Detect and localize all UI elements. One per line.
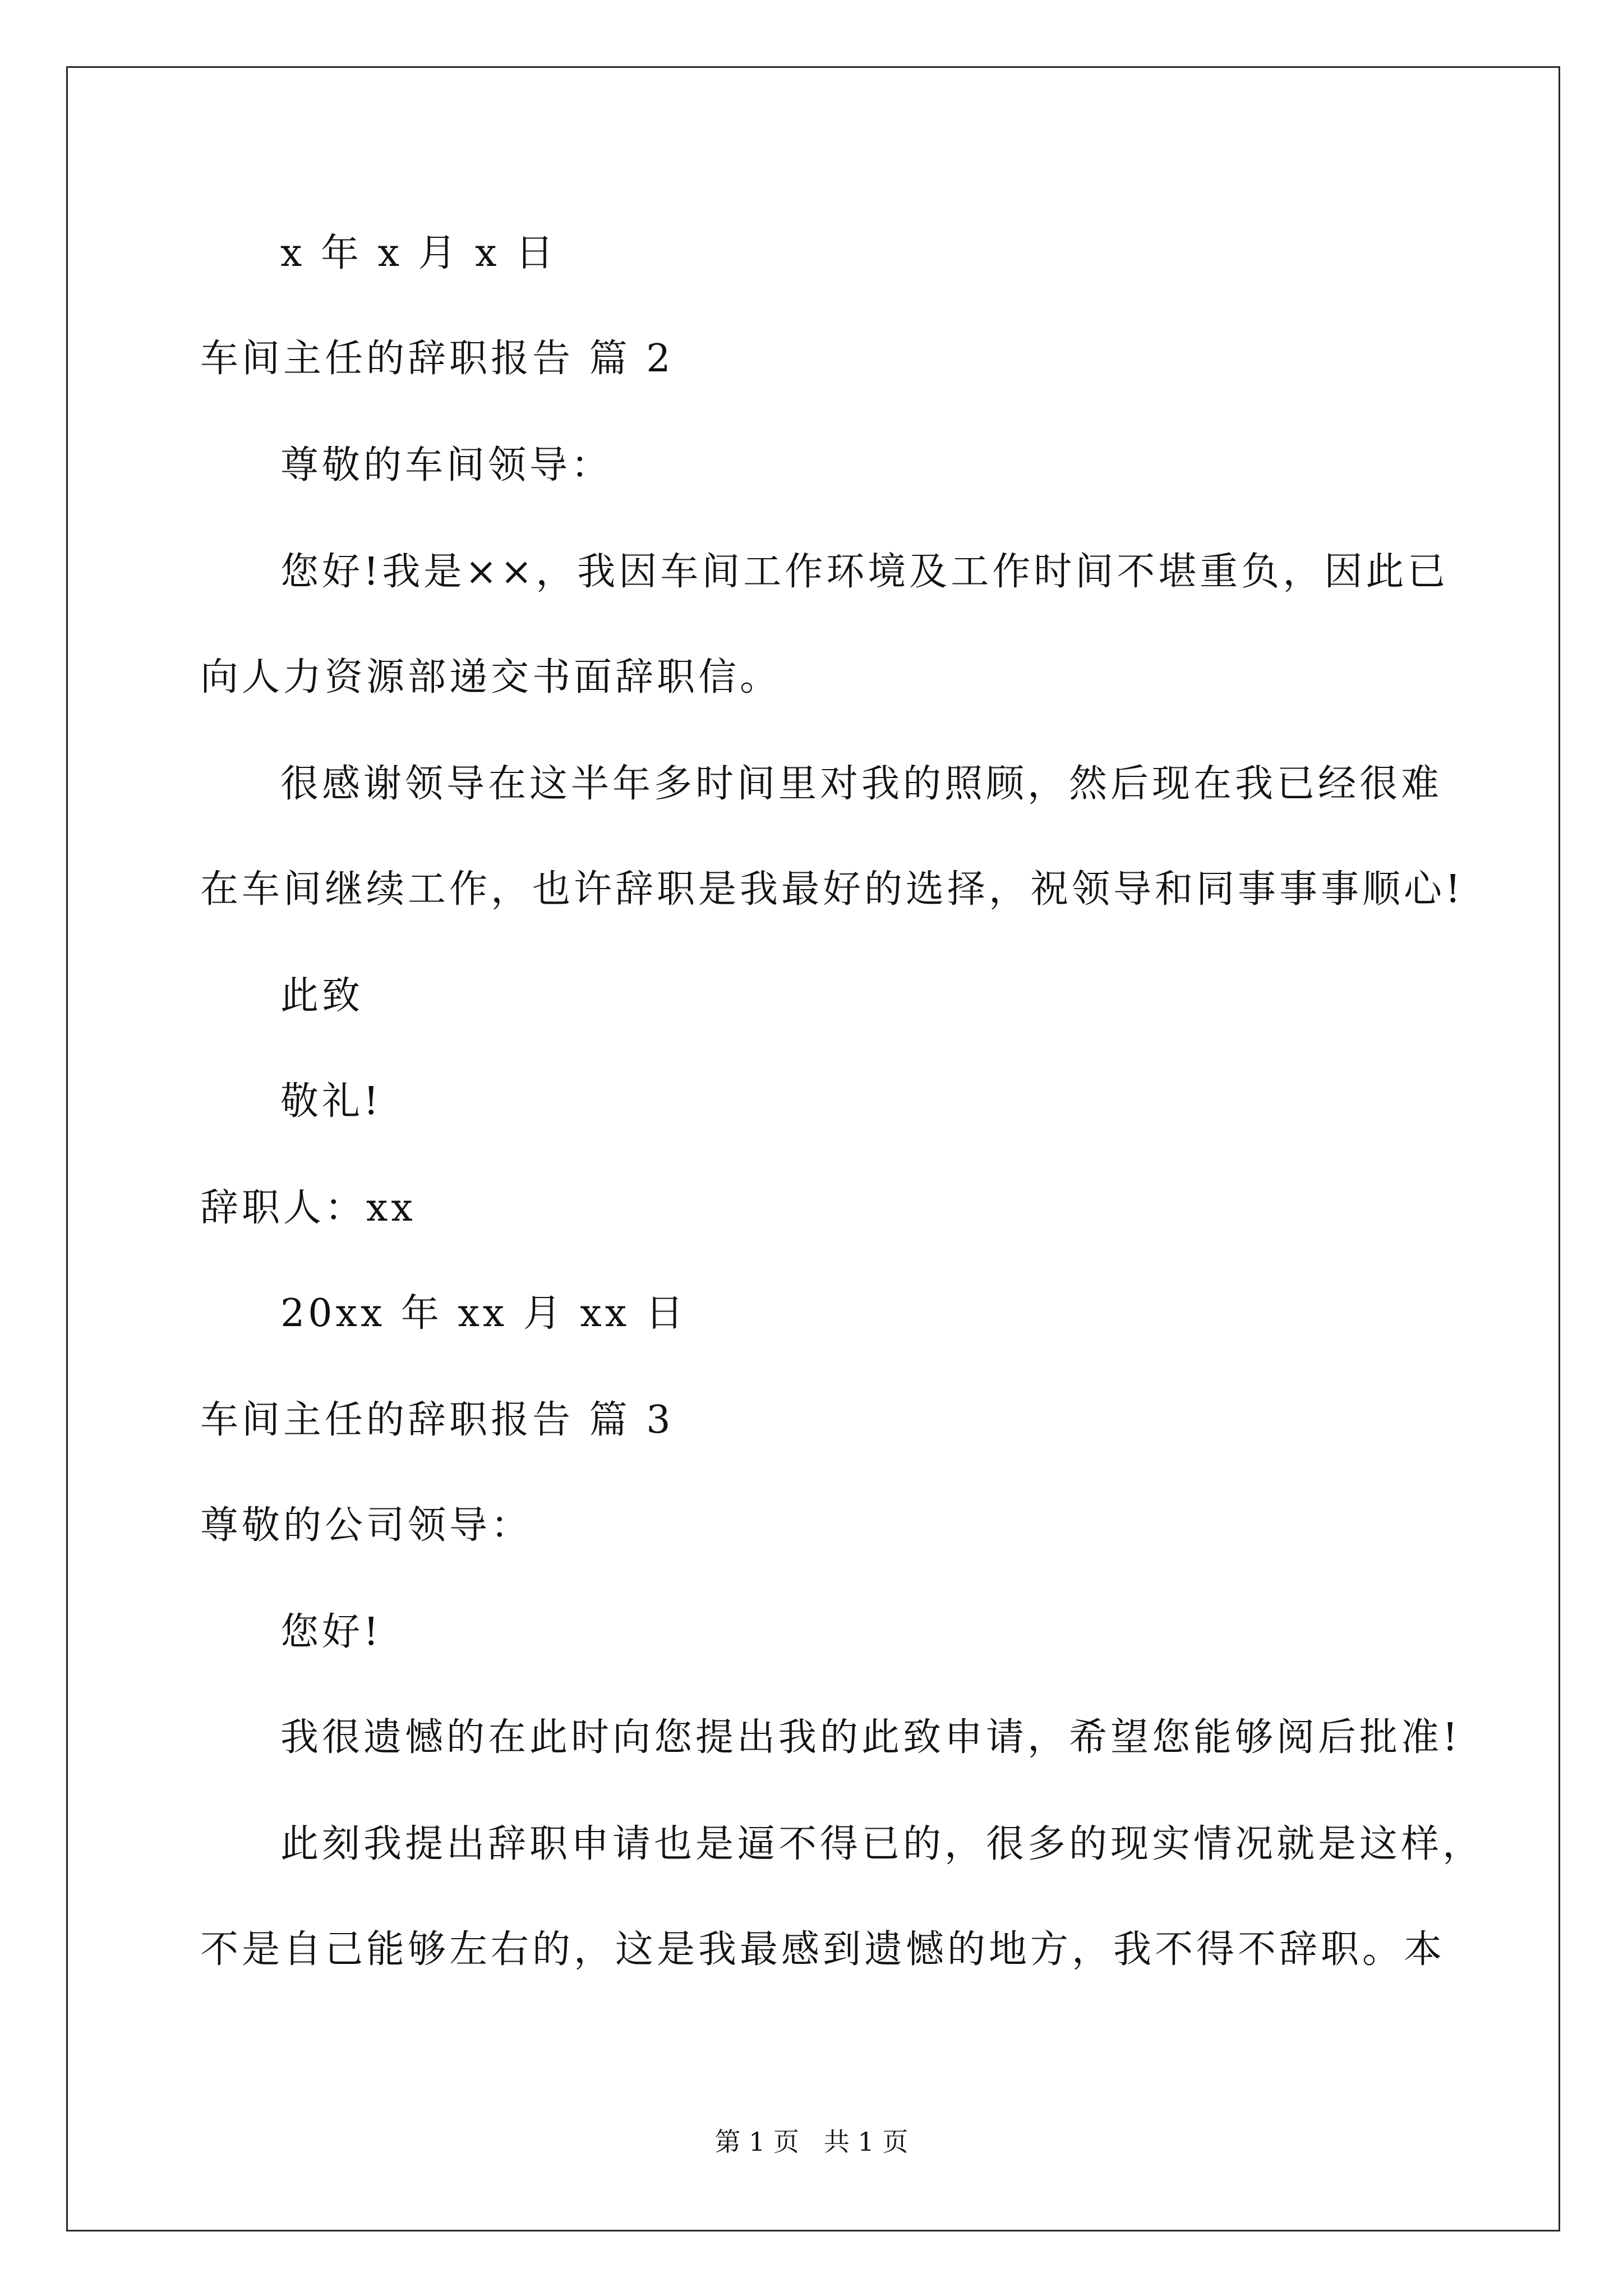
section-heading-2: 车间主任的辞职报告 篇 2 bbox=[200, 337, 674, 381]
greeting-line: 您好! bbox=[280, 1610, 382, 1654]
paragraph-line: 很感谢领导在这半年多时间里对我的照顾，然后现在我已经很难 bbox=[280, 762, 1443, 806]
page-frame bbox=[66, 66, 1560, 2231]
paragraph-line: 向人力资源部递交书面辞职信。 bbox=[200, 655, 782, 700]
signature-date: 20xx 年 xx 月 xx 日 bbox=[280, 1291, 687, 1336]
paragraph-line: 我很遗憾的在此时向您提出我的此致申请，希望您能够阅后批准! bbox=[280, 1715, 1461, 1760]
signature-line: 辞职人：xx bbox=[200, 1186, 416, 1230]
date-line: x 年 x 月 x 日 bbox=[280, 231, 557, 275]
paragraph-line: 您好!我是××，我因车间工作环境及工作时间不堪重负，因此已 bbox=[280, 550, 1449, 594]
page-footer: 第 1 页 共 1 页 bbox=[714, 2127, 909, 2157]
paragraph-line: 在车间继续工作，也许辞职是我最好的选择，祝领导和同事事事顺心! bbox=[200, 867, 1464, 912]
salutation: 尊敬的车间领导： bbox=[280, 443, 613, 487]
paragraph-line: 不是自己能够左右的，这是我最感到遗憾的地方，我不得不辞职。本 bbox=[200, 1927, 1446, 1972]
paragraph-line: 此刻我提出辞职申请也是逼不得已的，很多的现实情况就是这样， bbox=[280, 1822, 1484, 1866]
salutation: 尊敬的公司领导： bbox=[200, 1503, 533, 1548]
closing-line: 此致 bbox=[280, 974, 364, 1018]
section-heading-3: 车间主任的辞职报告 篇 3 bbox=[200, 1398, 674, 1442]
closing-regards: 敬礼! bbox=[280, 1079, 382, 1124]
